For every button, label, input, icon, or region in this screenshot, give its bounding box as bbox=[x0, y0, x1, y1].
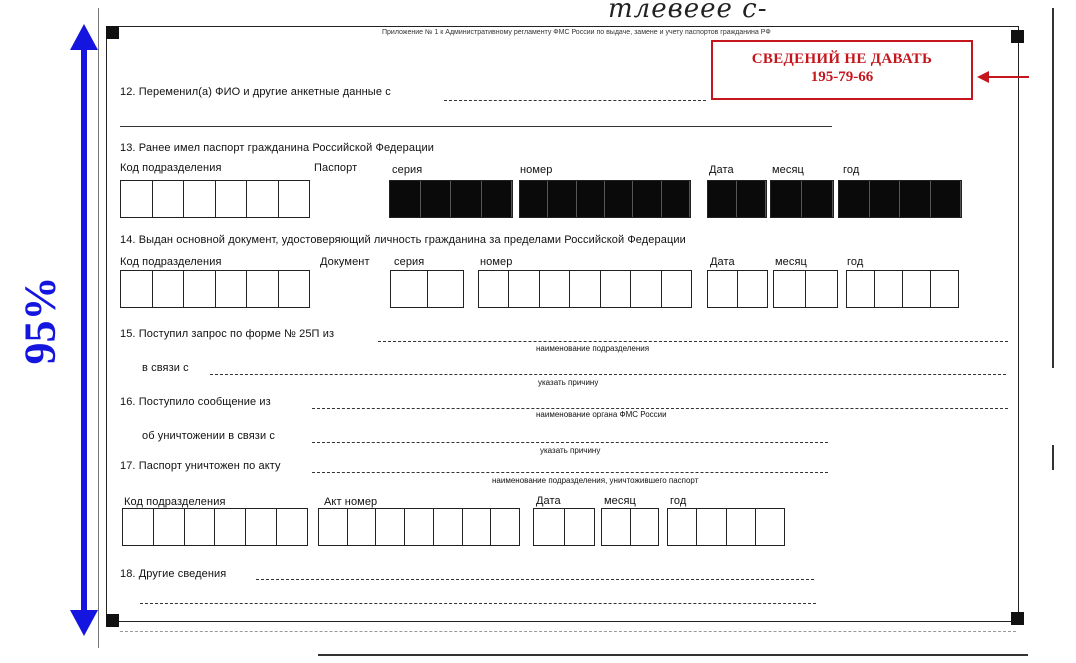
s14-series-boxes[interactable] bbox=[390, 270, 464, 308]
s13-month-boxes-redacted bbox=[770, 180, 834, 218]
s17-year-boxes[interactable] bbox=[667, 508, 785, 546]
s13-unit-code-boxes[interactable] bbox=[120, 180, 310, 218]
s14-date-boxes[interactable] bbox=[707, 270, 768, 308]
s14-unit-code-boxes[interactable] bbox=[120, 270, 310, 308]
label-year: год bbox=[847, 256, 864, 268]
label-passport: Паспорт bbox=[314, 162, 358, 174]
stamp-line-1: СВЕДЕНИЙ НЕ ДАВАТЬ bbox=[751, 51, 933, 67]
coverage-percent-label: 95% bbox=[15, 276, 65, 365]
blue-double-arrow-icon bbox=[64, 24, 104, 636]
header-note: Приложение № 1 к Административному регламенту ФМС России по выдаче, замене и учету паспортов гражданина РФ bbox=[382, 29, 771, 36]
section-16-destroy-line[interactable] bbox=[312, 442, 828, 443]
s17-act-number-boxes[interactable] bbox=[318, 508, 520, 546]
bottom-dashed-line bbox=[120, 631, 1016, 632]
red-arrow-icon bbox=[975, 70, 1030, 84]
registration-mark bbox=[106, 614, 119, 627]
section-13-label: 13. Ранее имел паспорт гражданина Российской Федерации bbox=[120, 142, 434, 154]
section-18-label: 18. Другие сведения bbox=[120, 568, 227, 580]
scan-edge-line bbox=[1052, 8, 1054, 368]
label-year: год bbox=[843, 164, 860, 176]
label-document: Документ bbox=[320, 256, 370, 268]
hint-reason: указать причину bbox=[538, 378, 599, 387]
registration-mark bbox=[1011, 30, 1024, 43]
restriction-stamp bbox=[711, 40, 973, 100]
section-14-label: 14. Выдан основной документ, удостоверяющий личность гражданина за пределами Российской Федерации bbox=[120, 234, 686, 246]
label-number: номер bbox=[520, 164, 553, 176]
s13-series-boxes-redacted bbox=[389, 180, 513, 218]
scan-edge-line bbox=[1052, 445, 1054, 470]
section-12-line-2[interactable] bbox=[120, 126, 832, 127]
label-date: Дата bbox=[536, 495, 561, 507]
s17-month-boxes[interactable] bbox=[601, 508, 659, 546]
s13-number-boxes-redacted bbox=[519, 180, 691, 218]
s14-year-boxes[interactable] bbox=[846, 270, 959, 308]
section-12-label: 12. Переменил(а) ФИО и другие анкетные данные с bbox=[120, 86, 391, 98]
section-15-line[interactable] bbox=[378, 341, 1008, 342]
label-series: серия bbox=[392, 164, 423, 176]
section-16-label: 16. Поступило сообщение из bbox=[120, 396, 271, 408]
section-16-line[interactable] bbox=[312, 408, 1008, 409]
s14-month-boxes[interactable] bbox=[773, 270, 838, 308]
s17-unit-code-boxes[interactable] bbox=[122, 508, 308, 546]
label-series: серия bbox=[394, 256, 425, 268]
label-date: Дата bbox=[709, 164, 734, 176]
label-unit-code: Код подразделения bbox=[120, 256, 222, 268]
section-18-line[interactable] bbox=[256, 579, 814, 580]
label-month: месяц bbox=[775, 256, 807, 268]
registration-mark bbox=[1011, 612, 1024, 625]
hint-unit-name: наименование подразделения bbox=[536, 344, 650, 353]
label-month: месяц bbox=[604, 495, 636, 507]
s14-number-boxes[interactable] bbox=[478, 270, 692, 308]
s17-date-boxes[interactable] bbox=[533, 508, 595, 546]
hint-destroying-unit: наименование подразделения, уничтожившего паспорт bbox=[492, 476, 699, 485]
hint-fms-body-name: наименование органа ФМС России bbox=[536, 410, 667, 419]
scan-bottom-line bbox=[318, 654, 1028, 656]
label-year: год bbox=[670, 495, 687, 507]
section-16-destroy-label: об уничтожении в связи с bbox=[142, 430, 275, 442]
label-unit-code: Код подразделения bbox=[124, 496, 226, 508]
s13-year-boxes-redacted bbox=[838, 180, 962, 218]
section-17-label: 17. Паспорт уничтожен по акту bbox=[120, 460, 281, 472]
hint-reason-2: указать причину bbox=[540, 446, 601, 455]
section-15-reason-label: в связи с bbox=[142, 362, 189, 374]
s13-date-boxes-redacted bbox=[707, 180, 767, 218]
label-unit-code: Код подразделения bbox=[120, 162, 222, 174]
section-15-reason-line[interactable] bbox=[210, 374, 1006, 375]
section-17-line[interactable] bbox=[312, 472, 828, 473]
label-act-number: Акт номер bbox=[324, 496, 378, 508]
section-15-label: 15. Поступил запрос по форме № 25П из bbox=[120, 328, 335, 340]
label-month: месяц bbox=[772, 164, 804, 176]
handwritten-note: тлевеее с- bbox=[608, 0, 768, 24]
section-12-line[interactable] bbox=[444, 100, 706, 101]
label-date: Дата bbox=[710, 256, 735, 268]
stamp-line-2: 195-79-66 bbox=[810, 69, 874, 85]
registration-mark bbox=[106, 26, 119, 39]
section-18-line-2[interactable] bbox=[140, 603, 816, 604]
label-number: номер bbox=[480, 256, 513, 268]
